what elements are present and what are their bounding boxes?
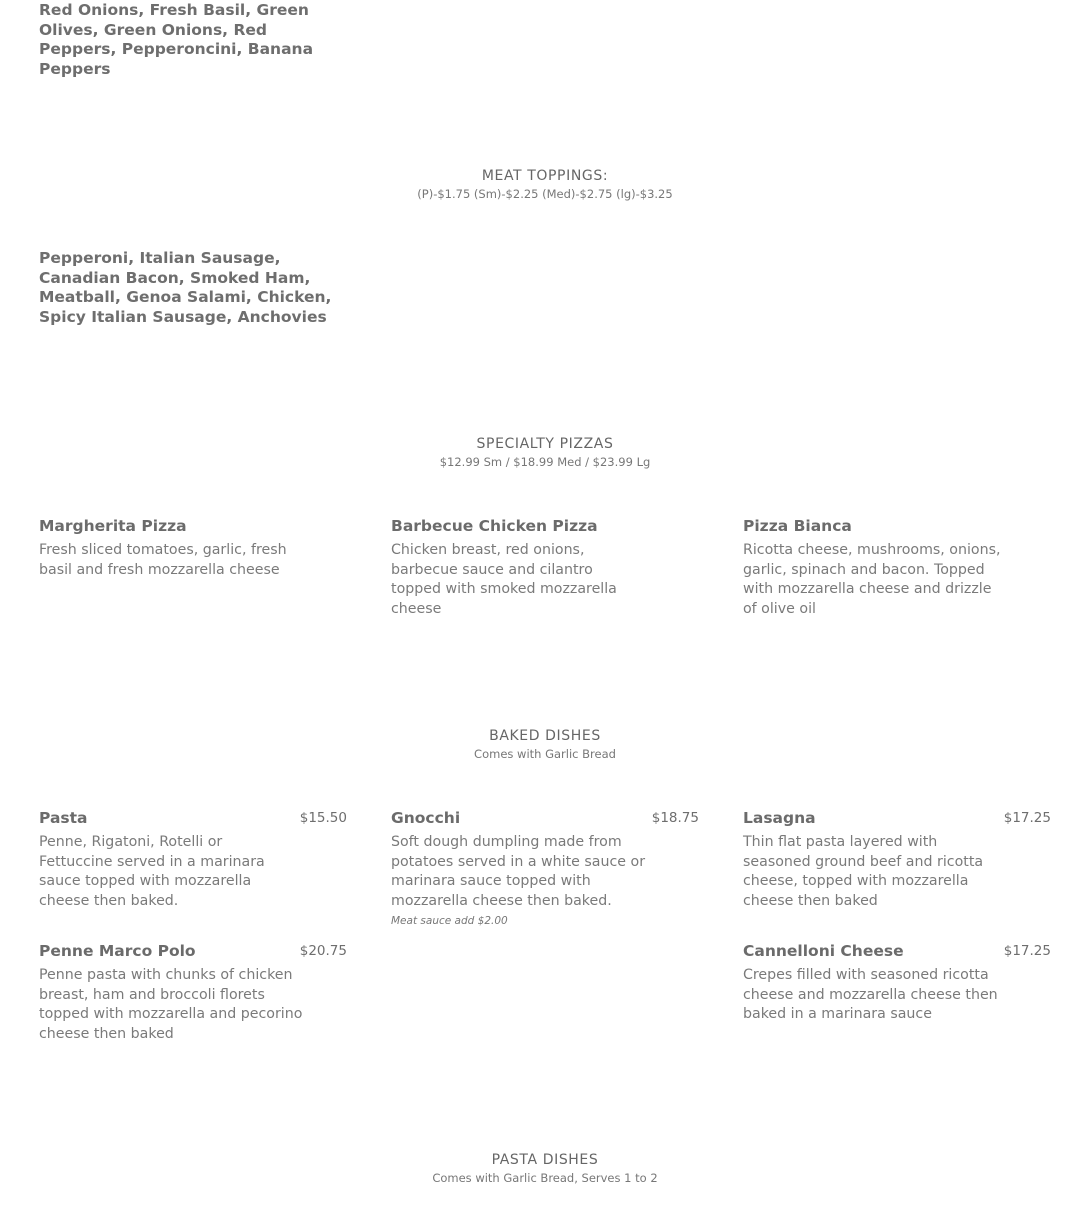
- section-subtitle: Comes with Garlic Bread: [474, 747, 616, 761]
- menu-item: [39, 942, 347, 1044]
- item-description: Soft dough dumpling made from potatoes served in a white sauce or marinara sauce topped with mozzarella cheese then baked.: [391, 834, 646, 909]
- item-price: $17.25: [1003, 943, 1051, 959]
- section-subtitle: (P)-$1.75 (Sm)-$2.25 (Med)-$2.75 (lg)-$3.25: [417, 187, 673, 201]
- item-description: Thin flat pasta layered with seasoned ground beef and ricotta cheese, topped with mozzarella cheese then baked: [743, 834, 984, 909]
- section-title: MEAT TOPPINGS:: [481, 168, 609, 184]
- item-name: Pasta: [39, 809, 88, 827]
- section-title: SPECIALTY PIZZAS: [476, 436, 614, 452]
- meat-toppings-header: [0, 167, 1090, 202]
- section-title: BAKED DISHES: [489, 728, 601, 744]
- item-description: Penne pasta with chunks of chicken breast, ham and broccoli florets topped with mozzarella and pecorino cheese then baked: [39, 967, 303, 1042]
- item-name: Barbecue Chicken Pizza: [391, 517, 598, 535]
- section-subtitle: Comes with Garlic Bread, Serves 1 to 2: [432, 1171, 658, 1185]
- pasta-dishes-header: [0, 1151, 1090, 1186]
- menu-item: [743, 942, 1051, 1025]
- item-price: $15.50: [299, 810, 347, 826]
- baked-dishes-header: [0, 727, 1090, 762]
- specialty-pizzas-header: [0, 435, 1090, 470]
- veggie-toppings-text: Red Onions, Fresh Basil, Green Olives, Green Onions, Red Peppers, Pepperoncini, Banana Peppers: [39, 1, 314, 79]
- item-description: Fresh sliced tomatoes, garlic, fresh basil and fresh mozzarella cheese: [39, 542, 287, 578]
- item-description: Penne, Rigatoni, Rotelli or Fettuccine served in a marinara sauce topped with mozzarella cheese then baked.: [39, 834, 265, 909]
- meat-toppings-list: Pepperoni, Italian Sausage, Canadian Bacon, Smoked Ham, Meatball, Genoa Salami, Chicken, Spicy Italian Sausage, Anchovies: [39, 249, 332, 327]
- item-description: Crepes filled with seasoned ricotta cheese and mozzarella cheese then baked in a marinara sauce: [743, 967, 998, 1023]
- item-note: Meat sauce add $2.00: [391, 915, 508, 928]
- menu-item: [39, 809, 347, 911]
- item-price: $17.25: [1003, 810, 1051, 826]
- item-description: Chicken breast, red onions, barbecue sauce and cilantro topped with smoked mozzarella cheese: [391, 542, 617, 617]
- section-subtitle: $12.99 Sm / $18.99 Med / $23.99 Lg: [439, 455, 651, 469]
- veggie-toppings-list: [39, 1, 349, 80]
- menu-item: [391, 517, 699, 619]
- item-price: $20.75: [299, 943, 347, 959]
- section-title: PASTA DISHES: [491, 1152, 599, 1168]
- menu-item: [743, 809, 1051, 911]
- menu-item: [39, 517, 347, 580]
- item-description: Ricotta cheese, mushrooms, onions, garlic, spinach and bacon. Topped with mozzarella cheese and drizzle of olive oil: [743, 542, 1001, 617]
- item-name: Penne Marco Polo: [39, 942, 196, 960]
- item-name: Gnocchi: [391, 809, 461, 827]
- item-name: Margherita Pizza: [39, 517, 187, 535]
- item-name: Pizza Bianca: [743, 517, 852, 535]
- item-name: Lasagna: [743, 809, 816, 827]
- item-name: Cannelloni Cheese: [743, 942, 904, 960]
- menu-item: [743, 517, 1051, 619]
- item-price: $18.75: [651, 810, 699, 826]
- menu-item: [391, 809, 699, 928]
